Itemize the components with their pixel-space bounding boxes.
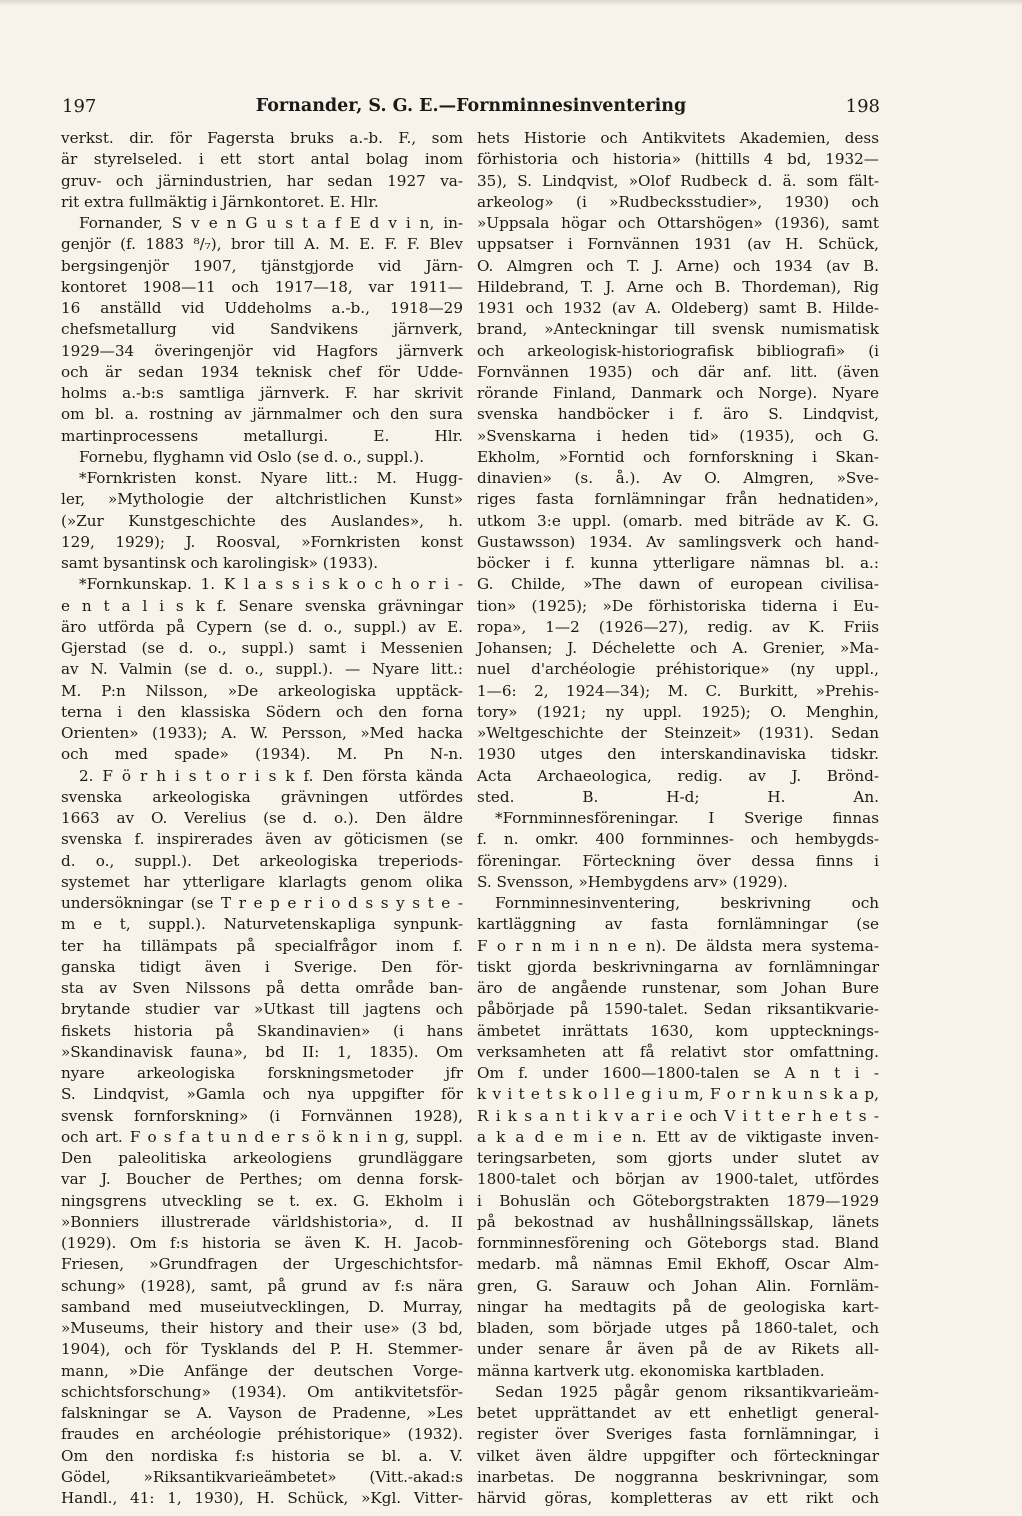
text-line: böcker i f. kunna ytterligare nämnas bl. a.:	[477, 554, 879, 572]
text-line: på bekostnad av hushållningssällskap, länets	[477, 1212, 879, 1231]
text-line: Ekholm, »Forntid och fornforskning i Skan-	[477, 447, 879, 466]
text-line: Fornebu, flyghamn vid Oslo (se d. o., suppl.).	[79, 447, 425, 466]
text-line: fraudes en archéologie préhistorique» (1932).	[61, 1425, 463, 1444]
text-line: d. o., suppl.). Det arkeologiska treperiods-	[61, 851, 463, 870]
text-line: chefsmetallurg vid Sandvikens järnverk,	[61, 320, 463, 339]
text-line: uppsatser i Fornvännen 1931 (av H. Schück,	[477, 235, 879, 254]
text-line: samt bysantinsk och karolingisk» (1933).	[61, 554, 379, 572]
text-line: kartläggning av fasta fornlämningar (se	[477, 915, 879, 934]
text-line: förhistoria och historia» (hittills 4 bd, 1932—	[477, 150, 879, 169]
text-line: holms a.-b:s samtliga järnverk. F. har skrivit	[61, 384, 463, 402]
page-header	[62, 96, 880, 120]
text-line: undersökningar (se T r e p e r i o d s s y s t e -	[61, 894, 463, 912]
text-line: brand, »Anteckningar till svensk numismatisk	[477, 320, 879, 339]
text-line: Fornvännen 1935) och där anf. litt. (även	[477, 362, 879, 381]
text-line: R i k s a n t i k v a r i e och V i t t e r h e t s -	[477, 1106, 879, 1125]
text-line: register över Sveriges fasta fornlämningar, i	[477, 1425, 879, 1444]
text-line: under senare år även på de av Rikets all-	[477, 1340, 879, 1359]
text-line: svensk fornforskning» (i Fornvännen 1928),	[61, 1106, 463, 1125]
text-line: sted. B. H-d; H. An.	[477, 787, 879, 806]
text-line: Den paleolitiska arkeologiens grundläggare	[61, 1149, 463, 1167]
text-line: inarbetas. De noggranna beskrivningar, som	[477, 1467, 879, 1486]
text-line: gruv- och järnindustrien, har sedan 1927 va-	[61, 171, 463, 190]
text-line: Gödel, »Riksantikvarieämbetet» (Vitt.-akad:s	[61, 1467, 463, 1486]
text-line: männa kartverk utg. ekonomiska kartbladen.	[477, 1361, 825, 1380]
text-line: *Fornminnesföreningar. I Sverige finnas	[495, 809, 879, 827]
text-line: riges fasta fornlämningar från hednatiden»,	[477, 490, 879, 509]
text-line: *Fornkristen konst. Nyare litt.: M. Hugg-	[79, 469, 463, 487]
text-line: F o r n m i n n e n). De äldsta mera systema-	[477, 936, 879, 955]
text-line: ganska tidigt även i Sverige. Den för-	[61, 957, 463, 976]
text-line: (1929). Om f:s historia se även K. H. Jacob-	[61, 1234, 463, 1252]
text-line: Friesen, »Grundfragen der Urgeschichtsfor-	[61, 1255, 463, 1274]
text-line: ämbetet inrättats 1630, kom upptecknings-	[477, 1021, 879, 1040]
text-line: Johansen; J. Déchelette och A. Grenier, »Ma-	[477, 639, 879, 657]
text-line: verksamheten att få relativt stor omfattning.	[477, 1042, 879, 1061]
text-line: och är sedan 1934 teknisk chef för Udde-	[61, 362, 463, 381]
text-line: om bl. a. rostning av järnmalmer och den sura	[61, 405, 463, 424]
text-line: föreningar. Förteckning över dessa finns i	[477, 851, 879, 870]
text-line: vilket även äldre uppgifter och förteckningar	[477, 1446, 879, 1465]
text-line: »Uppsala högar och Ottarshögen» (1936), samt	[477, 214, 879, 232]
text-line: och art. F o s f a t u n d e r s ö k n i n g, suppl.	[61, 1127, 463, 1146]
text-line: G. Childe, »The dawn of european civilisa-	[477, 575, 879, 594]
text-line: »Skandinavisk fauna», bd II: 1, 1835). Om	[61, 1042, 463, 1061]
text-line: 1930 utges den interskandinaviska tidskr.	[477, 745, 879, 764]
text-line: fornminnesförening och Göteborgs stad. Bland	[477, 1234, 879, 1252]
text-line: M. P:n Nilsson, »De arkeologiska upptäck-	[61, 681, 463, 700]
text-line: brytande studier var »Utkast till jagtens och	[61, 1000, 463, 1019]
text-line: genjör (f. 1883 ⁸/₇), bror till A. M. E. F. F. Blev	[61, 235, 463, 254]
text-line: är styrelseled. i ett stort antal bolag inom	[61, 150, 463, 169]
text-line: Om f. under 1600—1800-talen se A n t i -	[477, 1064, 879, 1082]
text-line: rit extra fullmäktig i Järnkontoret. E. Hlr.	[61, 192, 379, 211]
text-line: »Weltgeschichte der Steinzeit» (1931). Sedan	[477, 724, 879, 742]
text-line: Fornander, S v e n G u s t a f E d v i n, in-	[79, 214, 463, 232]
text-line: Orienten» (1933); A. W. Persson, »Med hacka	[61, 724, 463, 742]
text-line: arkeolog» (i »Rudbecksstudier», 1930) och	[477, 192, 879, 211]
text-line: nyare arkeologiska forskningsmetoder jfr	[61, 1064, 463, 1082]
text-line: av N. Valmin (se d. o., suppl.). — Nyare litt.:	[61, 660, 463, 679]
text-line: 16 anställd vid Uddeholms a.-b., 1918—29	[61, 299, 463, 317]
text-line: *Fornkunskap. 1. K l a s s i s k o c h o r i -	[79, 575, 463, 594]
text-line: 1—6: 2, 1924—34); M. C. Burkitt, »Prehis-	[477, 681, 879, 700]
text-line: »Bonniers illustrerade världshistoria», d. II	[61, 1212, 463, 1231]
text-line: m e t, suppl.). Naturvetenskapliga synpunk-	[61, 915, 463, 934]
text-line: S. Svensson, »Hembygdens arv» (1929).	[477, 872, 788, 891]
text-line: (»Zur Kunstgeschichte des Auslandes», h.	[61, 511, 463, 530]
text-line: »Svenskarna i heden tid» (1935), och G.	[477, 426, 879, 445]
text-line: Handl., 41: 1, 1930), H. Schück, »Kgl. Vitter-	[61, 1489, 463, 1507]
text-line: äro utförda på Cypern (se d. o., suppl.) av E.	[61, 617, 463, 636]
text-line: Fornminnesinventering, beskrivning och	[495, 894, 879, 912]
page-edge	[0, 0, 1022, 6]
text-line: rörande Finland, Danmark och Norge). Nyare	[477, 384, 879, 402]
text-line: i Bohuslän och Göteborgstrakten 1879—1929	[477, 1191, 879, 1210]
text-line: 1663 av O. Verelius (se d. o.). Den äldre	[61, 809, 463, 827]
text-line: 129, 1929); J. Roosval, »Fornkristen konst	[61, 532, 463, 551]
text-line: ler, »Mythologie der altchristlichen Kunst»	[61, 490, 463, 509]
text-line: bladen, som började utges på 1860-talet, och	[477, 1319, 879, 1337]
text-line: martinprocessens metallurgi. E. Hlr.	[61, 426, 463, 445]
text-line: Gustawsson) 1934. Av samlingsverk och hand-	[477, 532, 879, 551]
page-number-right: 198	[845, 96, 880, 117]
text-line: tory» (1921; ny uppl. 1925); O. Menghin,	[477, 702, 879, 721]
text-line: e n t a l i s k f. Senare svenska grävningar	[61, 596, 463, 615]
text-line: f. n. omkr. 400 fornminnes- och hembygds-	[477, 830, 879, 849]
text-line: 1931 och 1932 (av A. Oldeberg) samt B. Hilde-	[477, 299, 879, 317]
text-line: svenska arkeologiska grävningen utfördes	[61, 787, 463, 806]
text-line: betet upprättandet av ett enhetligt general-	[477, 1404, 879, 1422]
text-line: samband med museiutvecklingen, D. Murray,	[61, 1297, 463, 1316]
text-line: ropa», 1—2 (1926—27), redig. av K. Friis	[477, 617, 879, 636]
text-line: nuel d'archéologie préhistorique» (ny uppl.,	[477, 660, 879, 679]
text-line: gren, G. Sarauw och Johan Alin. Fornläm-	[477, 1276, 879, 1295]
left-column	[61, 128, 463, 1509]
text-line: medarb. må nämnas Emil Ekhoff, Oscar Alm-	[477, 1255, 879, 1274]
text-line: 1904), och för Tysklands del P. H. Stemmer-	[61, 1340, 463, 1359]
text-line: var J. Boucher de Perthes; om denna forsk-	[61, 1170, 463, 1189]
text-line: sta av Sven Nilssons på detta område ban-	[61, 979, 463, 997]
text-line: Acta Archaeologica, redig. av J. Brönd-	[477, 766, 879, 785]
text-line: och med spade» (1934). M. Pn N-n.	[61, 745, 463, 764]
text-line: bergsingenjör 1907, tjänstgjorde vid Järn-	[61, 256, 463, 275]
text-line: O. Almgren och T. J. Arne) och 1934 (av B.	[477, 256, 879, 275]
text-line: 1800-talet och början av 1900-talet, utfördes	[477, 1170, 879, 1189]
text-line: tiskt gjorda beskrivningarna av fornlämningar	[477, 957, 879, 976]
text-line: ter ha tillämpats på specialfrågor inom f.	[61, 936, 463, 955]
text-line: utkom 3:e uppl. (omarb. med biträde av K. G.	[477, 511, 879, 530]
text-line: svenska f. inspirerades även av göticismen (se	[61, 830, 463, 849]
text-line: tion» (1925); »De förhistoriska tiderna i Eu-	[477, 596, 879, 615]
text-line: påbörjade på 1590-talet. Sedan riksantikvarie-	[477, 1000, 879, 1019]
text-line: S. Lindqvist, »Gamla och nya uppgifter för	[61, 1085, 463, 1104]
text-line: äro de angående runstenar, som Johan Bure	[477, 979, 879, 997]
right-column	[477, 128, 879, 1509]
text-line: ningsgrens utveckling se t. ex. G. Ekholm i	[61, 1191, 463, 1210]
text-line: systemet har ytterligare klarlagts genom olika	[61, 872, 463, 891]
text-line: a k a d e m i e n. Ett av de viktigaste inven-	[477, 1127, 879, 1146]
text-line: härvid göras, kompletteras av ett rikt och	[477, 1489, 879, 1507]
text-line: kontoret 1908—11 och 1917—18, var 1911—	[61, 277, 463, 296]
text-line: k v i t e t s k o l l e g i u m, F o r n k u n s k a p,	[477, 1085, 879, 1104]
text-line: schichtsforschung» (1934). Om antikvitetsför-	[61, 1382, 463, 1401]
text-line: 2. F ö r h i s t o r i s k f. Den första kända	[79, 766, 463, 785]
text-line: 1929—34 överingenjör vid Hagfors järnverk	[61, 341, 463, 360]
text-line: Sedan 1925 pågår genom riksantikvarieäm-	[495, 1382, 879, 1401]
text-line: mann, »Die Anfänge der deutschen Vorge-	[61, 1361, 463, 1380]
text-line: falskningar se A. Vayson de Pradenne, »Les	[61, 1404, 463, 1422]
text-line: 35), S. Lindqvist, »Olof Rudbeck d. ä. som fält-	[477, 171, 879, 190]
text-line: och arkeologisk-historiografisk bibliografi» (i	[477, 341, 879, 360]
text-line: dinavien» (s. å.). Av O. Almgren, »Sve-	[477, 469, 879, 487]
text-line: verkst. dir. för Fagersta bruks a.-b. F., som	[61, 129, 463, 147]
text-line: schung» (1928), samt, på grund av f:s nära	[61, 1276, 463, 1295]
text-line: Om den nordiska f:s historia se bl. a. V.	[61, 1446, 463, 1465]
text-line: teringsarbeten, som gjorts under slutet av	[477, 1149, 879, 1167]
text-line: fiskets historia på Skandinavien» (i hans	[61, 1021, 463, 1040]
text-line: »Museums, their history and their use» (3 bd,	[61, 1319, 463, 1337]
text-line: hets Historie och Antikvitets Akademien, dess	[477, 129, 879, 147]
text-line: ningar ha medtagits på de geologiska kart-	[477, 1297, 879, 1316]
text-line: Gjerstad (se d. o., suppl.) samt i Messenien	[61, 639, 463, 657]
running-head: Fornander, S. G. E.—Fornminnesinventering	[255, 96, 687, 116]
text-line: svenska handböcker i f. äro S. Lindqvist,	[477, 405, 879, 424]
page-number-left: 197	[62, 96, 97, 117]
text-line: Hildebrand, T. J. Arne och B. Thordeman), Rig	[477, 277, 879, 296]
text-line: terna i den klassiska Södern och den forna	[61, 702, 463, 721]
